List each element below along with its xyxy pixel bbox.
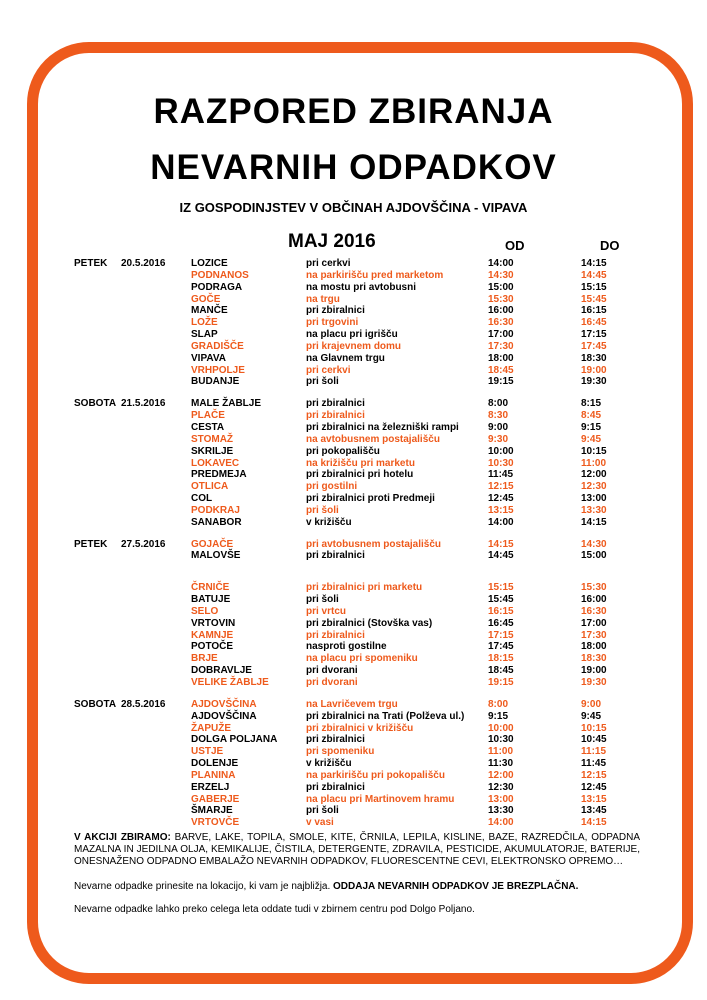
location-text: pri cerkvi <box>306 364 351 376</box>
place-name: VIPAVA <box>191 352 227 364</box>
subtitle: IZ GOSPODINJSTEV V OBČINAH AJDOVŠČINA - VIPAVA <box>179 200 528 215</box>
time-to: 14:45 <box>581 269 607 281</box>
time-to: 15:45 <box>581 293 607 305</box>
column-header-od: OD <box>505 238 525 253</box>
note2-text: Nevarne odpadke prinesite na lokacijo, ki vam je najbližja. <box>74 881 334 892</box>
location-text: na mostu pri avtobusni <box>306 281 417 293</box>
location-text: pri zbiralnici pri marketu <box>306 582 423 594</box>
time-to: 8:45 <box>581 410 602 422</box>
time-from: 11:45 <box>488 469 514 481</box>
place-name: BRJE <box>191 653 218 665</box>
time-from: 8:30 <box>488 410 509 422</box>
time-to: 15:00 <box>581 550 607 562</box>
table-row <box>0 398 707 410</box>
time-from: 18:45 <box>488 665 514 677</box>
time-to: 9:15 <box>581 421 602 433</box>
time-from: 18:45 <box>488 364 514 376</box>
time-to: 9:45 <box>581 710 602 722</box>
time-from: 15:45 <box>488 594 514 606</box>
place-name: PODNANOS <box>191 269 249 281</box>
place-name: ŽAPUŽE <box>191 722 231 734</box>
place-name: OTLICA <box>191 481 229 493</box>
time-to: 10:15 <box>581 722 607 734</box>
table-row <box>0 653 707 665</box>
location-text: na placu pri igrišču <box>306 329 398 341</box>
table-row <box>0 258 707 270</box>
time-from: 11:00 <box>488 746 514 758</box>
table-row <box>0 329 707 341</box>
place-name: GOČE <box>191 293 221 305</box>
table-row <box>0 711 707 723</box>
time-from: 14:45 <box>488 550 514 562</box>
place-name: BATUJE <box>191 594 231 606</box>
time-to: 16:30 <box>581 605 607 617</box>
time-from: 12:45 <box>488 493 514 505</box>
location-text: pri cerkvi <box>306 258 351 269</box>
place-name: PREDMEJA <box>191 469 247 481</box>
table-row <box>0 517 707 529</box>
table-row <box>0 539 707 551</box>
day-label: SOBOTA <box>74 398 117 410</box>
time-to: 15:15 <box>581 281 607 293</box>
location-text: pri trgovini <box>306 317 359 329</box>
collected-items-note <box>74 832 640 868</box>
time-to: 14:30 <box>581 538 607 550</box>
location-text: pri dvorani <box>306 677 358 688</box>
time-from: 14:00 <box>488 258 514 269</box>
time-from: 13:30 <box>488 805 514 817</box>
date-label: 28.5.2016 <box>121 698 166 710</box>
collection-center-note: Nevarne odpadke lahko preko celega leta oddate tudi v zbirnem centru pod Dolgo Poljano. <box>74 904 475 915</box>
location-text: pri zbiralnici <box>306 410 365 422</box>
location-text: pri zbiralnici na Trati (Polževa ul.) <box>306 710 465 722</box>
time-to: 16:15 <box>581 305 607 317</box>
time-from: 16:45 <box>488 617 514 629</box>
location-text: na parkirišču pri pokopališču <box>306 769 445 781</box>
table-row <box>0 606 707 618</box>
table-row <box>0 641 707 653</box>
table-row <box>0 294 707 306</box>
location-text: na placu pri Martinovem hramu <box>306 793 455 805</box>
place-name: ČRNIČE <box>191 582 230 594</box>
time-from: 17:45 <box>488 641 514 653</box>
location-text: pri zbiralnici na železniški rampi <box>306 421 459 433</box>
date-label: 21.5.2016 <box>121 398 166 410</box>
location-text: pri zbiralnici <box>306 398 365 410</box>
time-to: 8:15 <box>581 398 602 410</box>
place-name: CESTA <box>191 421 225 433</box>
column-header-do: DO <box>600 238 620 253</box>
location-text: v križišču <box>306 758 352 770</box>
table-row <box>0 341 707 353</box>
time-from: 16:15 <box>488 605 514 617</box>
place-name: ŠMARJE <box>191 805 233 817</box>
location-text: pri zbiralnici <box>306 734 365 746</box>
place-name: STOMAŽ <box>191 433 234 445</box>
time-to: 19:00 <box>581 364 607 376</box>
place-name: MALE ŽABLJE <box>191 398 261 410</box>
table-row <box>0 665 707 677</box>
table-row <box>0 594 707 606</box>
place-name: VRTOVČE <box>191 817 240 829</box>
time-from: 10:30 <box>488 734 514 746</box>
time-to: 12:15 <box>581 769 607 781</box>
table-row <box>0 305 707 317</box>
time-to: 13:15 <box>581 793 607 805</box>
place-name: PLANINA <box>191 769 236 781</box>
location-text: na Lavričevem trgu <box>306 698 398 710</box>
place-name: LOKAVEC <box>191 457 240 469</box>
time-to: 10:45 <box>581 734 607 746</box>
table-row <box>0 469 707 481</box>
time-from: 17:30 <box>488 340 514 352</box>
note-label: V AKCIJI ZBIRAMO: <box>74 832 171 843</box>
day-label: PETEK <box>74 538 108 550</box>
place-name: KAMNJE <box>191 629 234 641</box>
time-from: 18:15 <box>488 653 514 665</box>
location-text: na trgu <box>306 293 340 305</box>
time-to: 12:45 <box>581 781 607 793</box>
table-row <box>0 376 707 388</box>
time-to: 17:15 <box>581 329 607 341</box>
location-text: pri zbiralnici v križišču <box>306 722 414 734</box>
location-text: v vasi <box>306 817 334 829</box>
table-row <box>0 699 707 711</box>
table-row <box>0 630 707 642</box>
time-from: 12:15 <box>488 481 514 493</box>
table-row <box>0 282 707 294</box>
place-name: DOBRAVLJE <box>191 665 252 677</box>
time-from: 13:00 <box>488 793 514 805</box>
place-name: LOZICE <box>191 258 228 269</box>
time-to: 17:00 <box>581 617 607 629</box>
time-to: 19:30 <box>581 376 607 388</box>
location-text: pri vrtcu <box>306 605 347 617</box>
time-to: 14:15 <box>581 258 607 269</box>
location-text: pri zbiralnici <box>306 305 365 317</box>
location-text: pri krajevnem domu <box>306 340 402 352</box>
location-text: pri zbiralnici <box>306 629 365 641</box>
time-to: 18:00 <box>581 641 607 653</box>
place-name: DOLENJE <box>191 758 239 770</box>
date-label: 20.5.2016 <box>121 258 166 269</box>
location-text: pri pokopališču <box>306 445 380 457</box>
table-row <box>0 481 707 493</box>
time-to: 12:30 <box>581 481 607 493</box>
table-row <box>0 805 707 817</box>
place-name: SELO <box>191 605 219 617</box>
table-row <box>0 317 707 329</box>
table-row <box>0 353 707 365</box>
time-to: 14:15 <box>581 516 607 528</box>
time-to: 12:00 <box>581 469 607 481</box>
time-from: 15:30 <box>488 293 514 305</box>
location-text: pri zbiralnici <box>306 550 365 562</box>
time-from: 15:15 <box>488 582 514 594</box>
time-from: 16:00 <box>488 305 514 317</box>
note-text: BARVE, LAKE, TOPILA, SMOLE, KITE, ČRNILA, LEPILA, KISLINE, BAZE, RAZREDČILA, ODPADNA MAZALNA IN JEDILNA OLJA, KEMIKALIJE, ČISTILA, DETERGENTE, ZDRAVILA, PESTICIDE, AKUMULATORJE, BATERIJE, ONESNAŽENO ODPADNO EMBALAŽO NEVARNIH ODPADKOV, FLUORESCENTNE CEVI, ELEKTRONSKO OPREMO… <box>74 832 640 867</box>
time-from: 10:30 <box>488 457 514 469</box>
table-row <box>0 458 707 470</box>
place-name: DOLGA POLJANA <box>191 734 278 746</box>
table-row <box>0 365 707 377</box>
time-from: 9:30 <box>488 433 509 445</box>
time-to: 11:15 <box>581 746 607 758</box>
time-to: 14:15 <box>581 817 607 829</box>
location-text: pri šoli <box>306 376 339 388</box>
location-text: pri avtobusnem postajališču <box>306 538 442 550</box>
time-from: 14:00 <box>488 817 514 829</box>
location-text: na križišču pri marketu <box>306 457 415 469</box>
date-label: 27.5.2016 <box>121 538 166 550</box>
place-name: COL <box>191 493 213 505</box>
table-row <box>0 758 707 770</box>
note2-bold: ODDAJA NEVARNIH ODPADKOV JE BREZPLAČNA. <box>333 881 579 892</box>
place-name: ERZELJ <box>191 781 230 793</box>
place-name: VRHPOLJE <box>191 364 245 376</box>
time-to: 11:45 <box>581 758 607 770</box>
place-name: GABERJE <box>191 793 240 805</box>
table-row <box>0 505 707 517</box>
location-text: pri šoli <box>306 504 339 516</box>
place-name: MANČE <box>191 305 228 317</box>
time-from: 17:15 <box>488 629 514 641</box>
place-name: PODKRAJ <box>191 504 240 516</box>
table-row <box>0 746 707 758</box>
free-disposal-note <box>74 881 640 893</box>
table-row <box>0 493 707 505</box>
table-row <box>0 434 707 446</box>
location-text: pri gostilni <box>306 481 358 493</box>
place-name: GOJAČE <box>191 538 234 550</box>
place-name: SKRILJE <box>191 445 234 457</box>
time-from: 8:00 <box>488 398 509 410</box>
schedule-table <box>0 258 707 829</box>
time-to: 17:45 <box>581 340 607 352</box>
table-row <box>0 677 707 689</box>
location-text: nasproti gostilne <box>306 641 387 653</box>
table-row <box>0 270 707 282</box>
place-name: SLAP <box>191 329 218 341</box>
time-from: 9:00 <box>488 421 509 433</box>
location-text: pri zbiralnici proti Predmeji <box>306 493 435 505</box>
time-from: 15:00 <box>488 281 514 293</box>
time-from: 17:00 <box>488 329 514 341</box>
time-to: 13:30 <box>581 504 607 516</box>
time-to: 13:45 <box>581 805 607 817</box>
time-from: 11:30 <box>488 758 514 770</box>
location-text: na placu pri spomeniku <box>306 653 418 665</box>
place-name: USTJE <box>191 746 224 758</box>
table-row <box>0 794 707 806</box>
title-line-1: RAZPORED ZBIRANJA <box>153 92 554 131</box>
place-name: POTOČE <box>191 641 234 653</box>
time-from: 13:15 <box>488 504 514 516</box>
place-name: PODRAGA <box>191 281 243 293</box>
place-name: GRADIŠČE <box>191 340 244 352</box>
location-text: pri zbiralnici pri hotelu <box>306 469 414 481</box>
table-row <box>0 446 707 458</box>
place-name: SANABOR <box>191 516 242 528</box>
time-to: 9:00 <box>581 698 602 710</box>
table-row <box>0 723 707 735</box>
time-to: 16:00 <box>581 594 607 606</box>
time-from: 14:30 <box>488 269 514 281</box>
place-name: AJDOVŠČINA <box>191 710 257 722</box>
table-row <box>0 817 707 829</box>
place-name: VRTOVIN <box>191 617 236 629</box>
location-text: na Glavnem trgu <box>306 352 385 364</box>
time-from: 10:00 <box>488 722 514 734</box>
time-to: 17:30 <box>581 629 607 641</box>
time-from: 10:00 <box>488 445 514 457</box>
time-from: 14:00 <box>488 516 514 528</box>
place-name: PLAČE <box>191 410 225 422</box>
location-text: pri spomeniku <box>306 746 375 758</box>
table-row <box>0 782 707 794</box>
time-from: 16:30 <box>488 317 514 329</box>
title-line-2: NEVARNIH ODPADKOV <box>150 148 557 187</box>
time-from: 9:15 <box>488 710 509 722</box>
time-to: 10:15 <box>581 445 607 457</box>
place-name: VELIKE ŽABLJE <box>191 677 269 688</box>
table-row <box>0 770 707 782</box>
location-text: na avtobusnem postajališču <box>306 433 440 445</box>
place-name: MALOVŠE <box>191 550 241 562</box>
place-name: BUDANJE <box>191 376 240 388</box>
time-to: 11:00 <box>581 457 607 469</box>
location-text: v križišču <box>306 516 352 528</box>
time-from: 12:30 <box>488 781 514 793</box>
day-label: PETEK <box>74 258 108 269</box>
time-from: 8:00 <box>488 698 509 710</box>
time-from: 18:00 <box>488 352 514 364</box>
location-text: na parkirišču pred marketom <box>306 269 444 281</box>
time-from: 12:00 <box>488 769 514 781</box>
table-row <box>0 734 707 746</box>
time-to: 16:45 <box>581 317 607 329</box>
location-text: pri šoli <box>306 805 339 817</box>
table-row <box>0 550 707 562</box>
day-label: SOBOTA <box>74 698 117 710</box>
location-text: pri zbiralnici <box>306 781 365 793</box>
time-to: 9:45 <box>581 433 602 445</box>
table-row <box>0 422 707 434</box>
table-row <box>0 618 707 630</box>
location-text: pri dvorani <box>306 665 358 677</box>
table-row <box>0 410 707 422</box>
location-text: pri zbiralnici (Stovška vas) <box>306 617 433 629</box>
time-from: 19:15 <box>488 376 514 388</box>
table-row <box>0 582 707 594</box>
time-to: 15:30 <box>581 582 607 594</box>
location-text: pri šoli <box>306 594 339 606</box>
time-to: 18:30 <box>581 352 607 364</box>
time-to: 18:30 <box>581 653 607 665</box>
time-to: 19:00 <box>581 665 607 677</box>
month-heading: MAJ 2016 <box>288 231 376 252</box>
place-name: AJDOVŠČINA <box>191 698 257 710</box>
time-to: 19:30 <box>581 677 607 688</box>
time-to: 13:00 <box>581 493 607 505</box>
time-from: 19:15 <box>488 677 514 688</box>
time-from: 14:15 <box>488 538 514 550</box>
place-name: LOŽE <box>191 317 218 329</box>
